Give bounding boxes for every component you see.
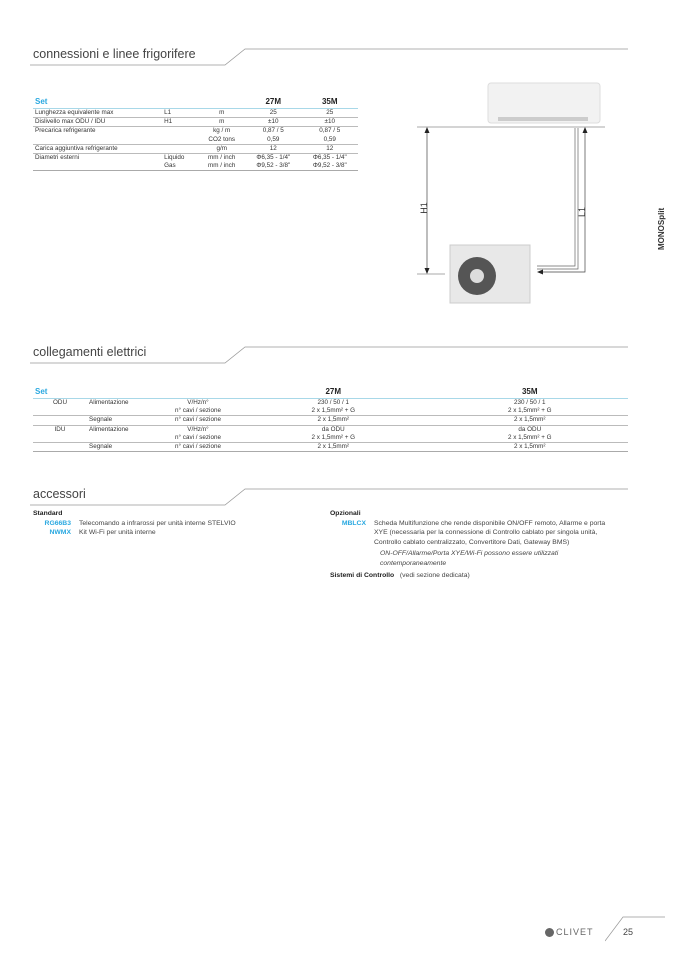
section-title: accessori: [33, 487, 86, 501]
section-header-electrical: [30, 343, 630, 367]
accessory-code: RG66B3: [44, 519, 71, 527]
table-cell: 230 / 50 / 1: [513, 399, 546, 406]
table-row: [33, 162, 358, 171]
table-cell: n° cavi / sezione: [161, 416, 235, 425]
optional-title: Opzionali: [330, 510, 361, 517]
table-cell: m: [198, 109, 245, 118]
table-cell: [33, 434, 87, 443]
table-cell: Φ9,52 - 3/8": [245, 162, 301, 171]
side-label: MONOSplit: [657, 207, 666, 250]
table-cell: da ODU: [518, 425, 542, 433]
table-cell: 12: [245, 144, 301, 153]
section-title: collegamenti elettrici: [33, 345, 147, 359]
table-cell: [33, 416, 87, 425]
accessory-item: [33, 519, 293, 529]
footer-divider: [605, 915, 675, 945]
section-header-accessories: [30, 485, 630, 509]
table-cell: 2 x 1,5mm² + G: [235, 407, 432, 416]
table-cell: Liquido: [164, 154, 185, 162]
standard-title: Standard: [33, 510, 63, 517]
installation-diagram: [405, 80, 605, 310]
table-cell: Diametri esterni: [35, 154, 80, 162]
table-cell: 2 x 1,5mm²: [432, 416, 629, 425]
table-cell: Φ6,35 - 1/4": [312, 154, 347, 162]
table-cell: [87, 434, 161, 443]
table-cell: Gas: [162, 162, 198, 171]
page-number: 25: [623, 927, 634, 937]
table-cell: Alimentazione: [89, 399, 129, 406]
table-cell: ±10: [245, 118, 301, 127]
table-row: [33, 118, 358, 127]
table-cell: Segnale: [87, 443, 161, 452]
table-cell: n° cavi / sezione: [161, 434, 235, 443]
table-cell: g/m: [198, 144, 245, 153]
table-cell: Φ6,35 - 1/4": [256, 154, 291, 162]
accessory-code: MBLCX: [341, 519, 366, 527]
header-set: Set: [33, 387, 87, 399]
section-header-connections: [30, 45, 630, 69]
table-cell: [162, 144, 198, 153]
header-27m: 27M: [235, 387, 432, 399]
accessory-desc: Scheda Multifunzione che rende disponibile ON/OFF remoto, Allarme e porta XYE (necessaria per la connessione di Controllo cablato per singola unità, Controllo cablato centralizzato, Convertitore Dati, Gateway BMS): [374, 519, 606, 546]
table-cell: V/Hz/n°: [187, 425, 209, 433]
table-cell: ODU: [53, 399, 67, 406]
table-cell: 0,87 / 5: [262, 127, 284, 135]
table-cell: 2 x 1,5mm² + G: [432, 434, 629, 443]
table-cell: 0,59: [302, 136, 359, 145]
table-cell: 2 x 1,5mm²: [432, 443, 629, 452]
header-set: Set: [33, 97, 162, 109]
table-cell: Alimentazione: [89, 425, 129, 433]
table-cell: 25: [302, 109, 359, 118]
table-cell: Dislivello max ODU / IDU: [33, 118, 162, 127]
brand-logo: [545, 927, 594, 937]
accessory-desc: Telecomando a infrarossi per unità interne STELVIO: [79, 519, 236, 527]
table-cell: 25: [245, 109, 301, 118]
table-cell: mm / inch: [208, 154, 236, 162]
l1-label: L1: [577, 206, 587, 218]
table-cell: 0,87 / 5: [319, 127, 341, 135]
table-row: [33, 416, 628, 425]
control-value: (vedi sezione dedicata): [399, 572, 470, 579]
table-row: [33, 407, 628, 416]
table-cell: L1: [162, 109, 198, 118]
header-27m: 27M: [245, 97, 301, 109]
table-cell: [162, 136, 198, 145]
table-cell: [33, 162, 162, 171]
accessory-item: [330, 519, 620, 548]
table-cell: [33, 443, 87, 452]
table-cell: da ODU: [321, 425, 345, 433]
accessory-desc: Kit Wi-Fi per unità interne: [79, 529, 156, 536]
table-cell: n° cavi / sezione: [161, 443, 235, 452]
brand-name: CLIVET: [556, 927, 594, 937]
table-row: [33, 127, 358, 136]
header-35m: 35M: [302, 97, 359, 109]
accessory-note: ON-OFF/Allarme/Porta XYE/Wi-Fi possono essere utilizzati contemporaneamente: [380, 550, 559, 567]
optional-accessories: [330, 509, 620, 581]
refrigerant-table: [33, 97, 358, 171]
electrical-table: [33, 387, 628, 452]
table-row: [33, 434, 628, 443]
table-cell: IDU: [54, 425, 66, 433]
accessory-item: [33, 528, 293, 538]
table-cell: CO2 tons: [198, 136, 245, 145]
table-cell: Φ9,52 - 3/8": [302, 162, 359, 171]
table-cell: 2 x 1,5mm²: [235, 443, 432, 452]
table-row: [33, 443, 628, 452]
table-cell: Carica aggiuntiva refrigerante: [33, 144, 162, 153]
table-cell: Lunghezza equivalente max: [33, 109, 162, 118]
table-cell: n° cavi / sezione: [161, 407, 235, 416]
table-cell: 2 x 1,5mm² + G: [235, 434, 432, 443]
table-cell: kg / m: [213, 127, 231, 135]
table-cell: 2 x 1,5mm² + G: [432, 407, 629, 416]
table-cell: 2 x 1,5mm²: [235, 416, 432, 425]
table-row: [33, 154, 358, 163]
table-row: [33, 425, 628, 434]
header-35m: 35M: [432, 387, 629, 399]
table-cell: [87, 407, 161, 416]
table-cell: mm / inch: [198, 162, 245, 171]
table-row: [33, 144, 358, 153]
accessory-code: NWMX: [49, 529, 71, 536]
table-cell: ±10: [302, 118, 359, 127]
table-cell: 230 / 50 / 1: [317, 399, 349, 406]
table-cell: H1: [162, 118, 198, 127]
table-cell: 0,59: [245, 136, 301, 145]
h1-label: H1: [419, 202, 429, 214]
table-cell: [162, 127, 198, 136]
table-cell: [33, 407, 87, 416]
standard-accessories: [33, 509, 293, 538]
section-title: connessioni e linee frigorifere: [33, 47, 196, 61]
table-cell: Precarica refrigerante: [35, 127, 96, 135]
control-label: Sistemi di Controllo: [330, 572, 395, 579]
table-cell: V/Hz/n°: [187, 399, 209, 406]
table-cell: [33, 136, 162, 145]
table-row: [33, 136, 358, 145]
table-cell: m: [198, 118, 245, 127]
table-cell: 12: [302, 144, 359, 153]
table-cell: Segnale: [87, 416, 161, 425]
table-row: [33, 109, 358, 118]
table-row: [33, 399, 628, 408]
